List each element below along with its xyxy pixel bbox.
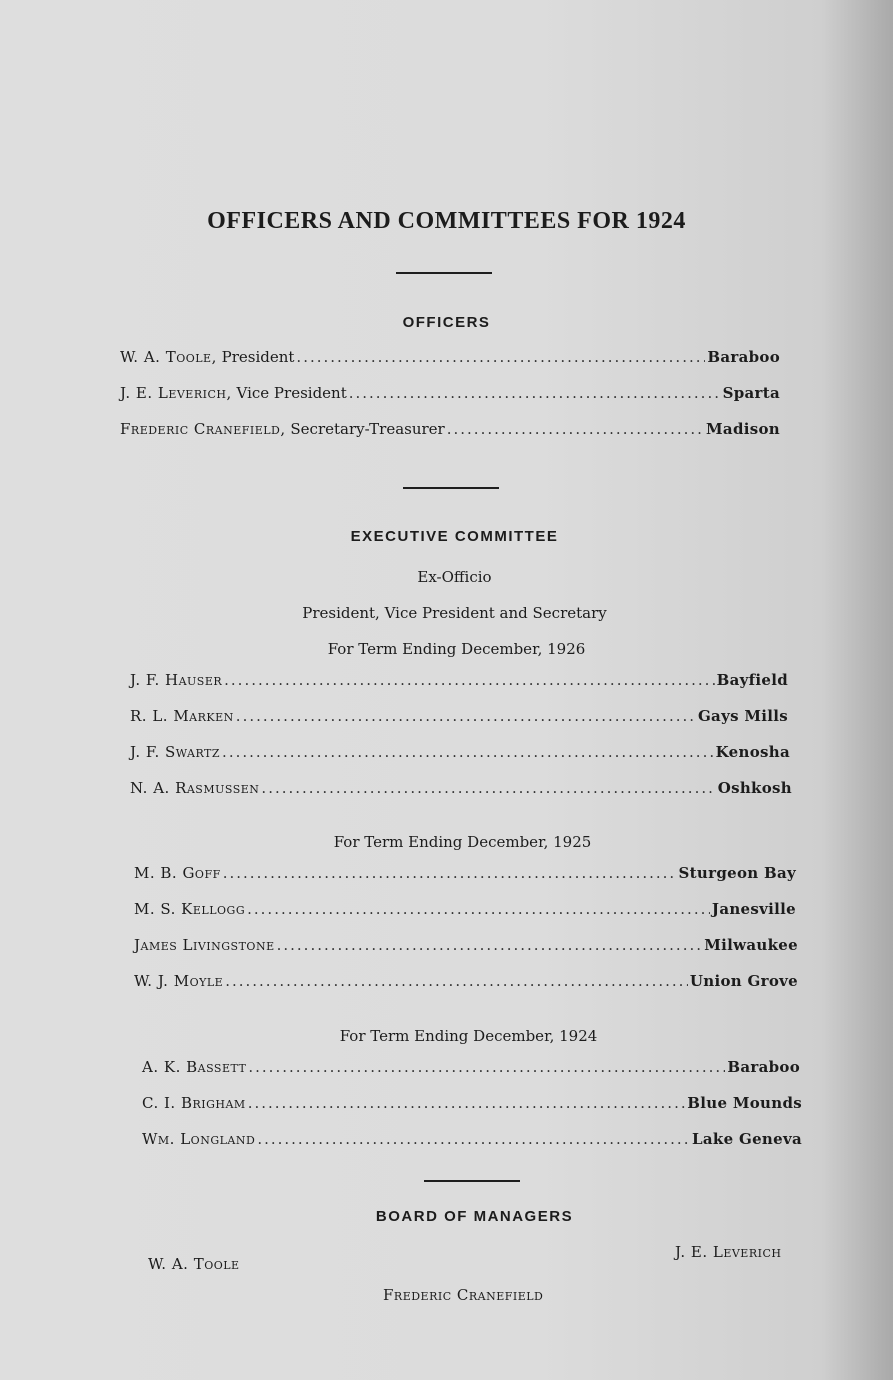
leader-dots [277,936,703,954]
member-name: J. F. Hauser [130,671,223,689]
committee-row [142,1094,802,1112]
member-location: Janesville [711,900,796,918]
officer-location: Sparta [722,384,780,402]
member-location: Union Grove [689,972,798,990]
officer-name: J. E. Leverich, [120,384,232,402]
officer-row-vice-president [120,384,780,402]
leader-dots [447,420,704,438]
leader-dots [225,972,688,990]
leader-dots [247,900,710,918]
committee-row [142,1058,800,1076]
committee-row [134,936,798,954]
member-location: Baraboo [727,1058,800,1076]
member-location: Kenosha [715,743,790,761]
officer-role: President [216,348,295,366]
title-divider [396,272,492,274]
member-name: A. K. Bassett [142,1058,247,1076]
leader-dots [349,384,721,402]
leader-dots [224,671,714,689]
member-location: Blue Mounds [687,1094,802,1112]
committee-row [130,707,788,725]
ex-officio-label: Ex-Officio [417,568,492,586]
officer-name: W. A. Toole, [120,348,217,366]
officer-role: Secretary-Treasurer [285,420,445,438]
member-name: N. A. Rasmussen [130,779,260,797]
member-name: J. F. Swartz [130,743,221,761]
leader-dots [222,743,714,761]
officer-location: Baraboo [707,348,780,366]
leader-dots [236,707,696,725]
officers-divider [403,487,499,489]
member-location: Oshkosh [717,779,792,797]
committee-row [130,743,790,761]
member-location: Gays Mills [697,707,788,725]
member-name: R. L. Marken [130,707,234,725]
leader-dots [223,864,677,882]
officers-heading: OFFICERS [402,314,491,331]
term-label-1924: For Term Ending December, 1924 [339,1027,598,1045]
executive-committee-heading: EXECUTIVE COMMITTEE [350,528,559,545]
officer-name: Frederic Cranefield, [120,420,286,438]
member-name: M. B. Goff [134,864,221,882]
term-label-1926: For Term Ending December, 1926 [327,640,586,658]
member-location: Lake Geneva [692,1130,802,1148]
member-name: W. J. Moyle [134,972,224,990]
leader-dots [261,779,715,797]
member-location: Milwaukee [704,936,798,954]
leader-dots [248,1058,725,1076]
officer-location: Madison [706,420,780,438]
committee-row [134,900,796,918]
committee-row [134,972,798,990]
committee-row [142,1130,802,1148]
board-of-managers-heading: BOARD OF MANAGERS [375,1208,574,1225]
committee-row [130,671,788,689]
page-title: OFFICERS AND COMMITTEES FOR 1924 [207,208,686,234]
board-member: W. A. Toole [148,1255,240,1273]
ex-officio-members: President, Vice President and Secretary [302,604,607,622]
leader-dots [257,1130,690,1148]
officer-role: Vice President [231,384,347,402]
board-member: J. E. Leverich [675,1243,782,1261]
committee-row [130,779,792,797]
member-location: Bayfield [716,671,788,689]
committee-row [134,864,796,882]
leader-dots [296,348,705,366]
member-name: C. I. Brigham [142,1094,246,1112]
executive-divider [424,1180,520,1182]
member-name: James Livingstone [134,936,275,954]
board-member: Frederic Cranefield [383,1286,544,1304]
term-label-1925: For Term Ending December, 1925 [333,833,592,851]
member-name: Wm. Longland [142,1130,256,1148]
member-name: M. S. Kellogg [134,900,246,918]
officer-row-president [120,348,780,366]
officer-row-secretary-treasurer [120,420,780,438]
member-location: Sturgeon Bay [678,864,796,882]
leader-dots [248,1094,686,1112]
